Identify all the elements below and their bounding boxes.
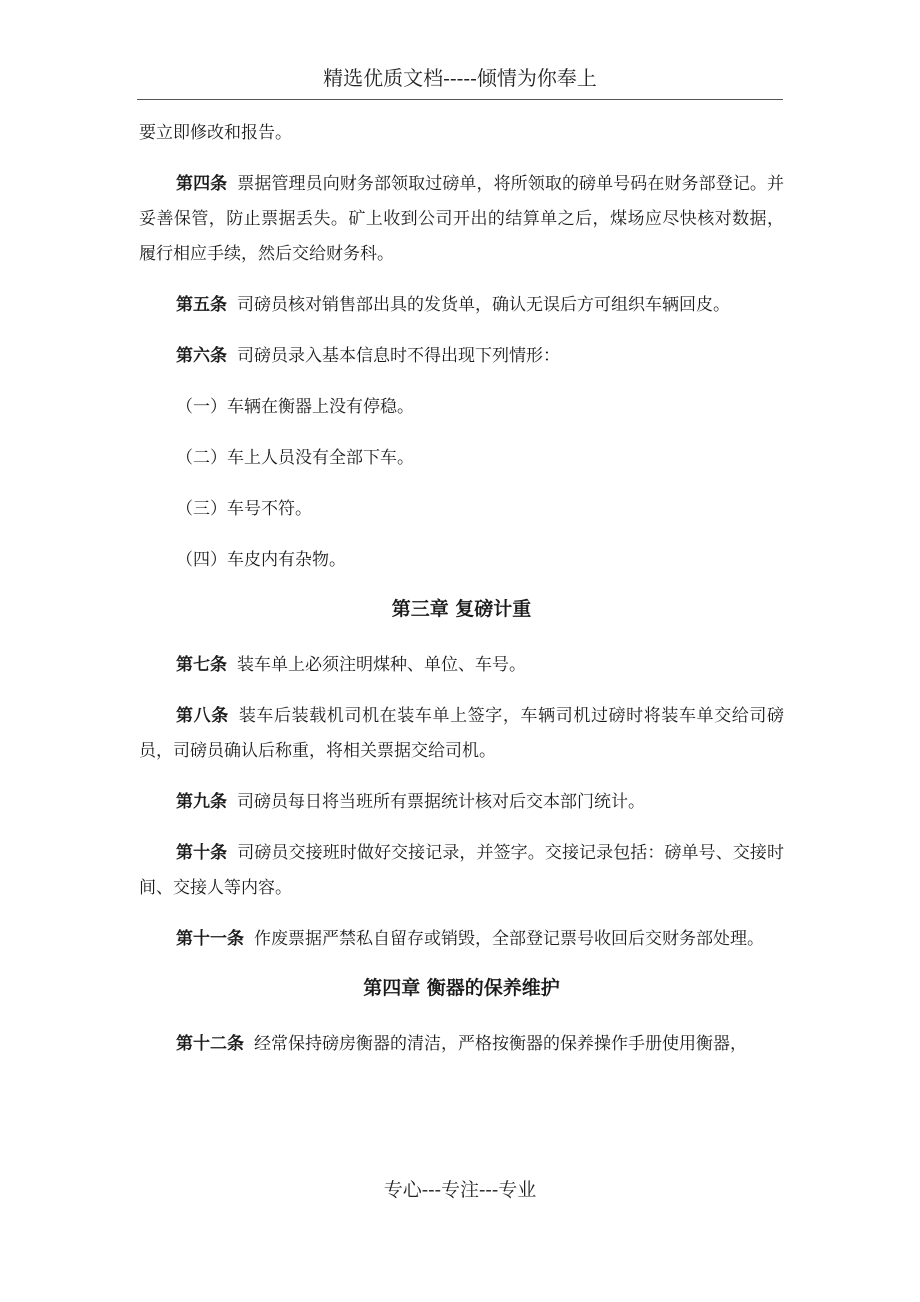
article-9-label: 第九条 [176,792,227,812]
article-8-label: 第八条 [176,706,229,726]
article-6 [139,339,784,374]
article-4 [139,167,784,272]
chapter-3-heading: 第三章 复磅计重 [391,598,532,620]
list-item: （二）车上人员没有全部下车。 [176,448,414,468]
article-6-text: 司磅员录入基本信息时不得出现下列情形： [237,346,560,366]
article-7-label: 第七条 [176,655,227,675]
article-11 [139,922,784,957]
article-10-text: 司磅员交接班时做好交接记录，并签字。交接记录包括：磅单号、交接时间、交接人等内容。 [139,843,784,898]
list-item: （四）车皮内有杂物。 [176,550,346,570]
article-11-label: 第十一条 [176,929,244,949]
article-10 [139,836,784,906]
list-item: （三）车号不符。 [176,499,312,519]
article-4-text: 票据管理员向财务部领取过磅单，将所领取的磅单号码在财务部登记。并妥善保管，防止票据丢失。矿上收到公司开出的结算单之后，煤场应尽快核对数据，履行相应手续，然后交给财务科。 [139,174,784,264]
intro-paragraph: 要立即修改和报告。 [139,123,292,143]
article-8 [139,699,784,769]
article-7-text: 装车单上必须注明煤种、单位、车号。 [237,655,526,675]
article-9 [139,785,784,820]
list-item: （一）车辆在衡器上没有停稳。 [176,397,414,417]
article-12-label: 第十二条 [176,1034,244,1054]
article-4-label: 第四条 [176,174,228,194]
article-5 [139,288,784,323]
page-header: 精选优质文档-----倾情为你奉上 [323,66,597,90]
article-11-text: 作废票据严禁私自留存或销毁，全部登记票号收回后交财务部处理。 [254,929,764,949]
article-10-label: 第十条 [176,843,228,863]
article-12-text: 经常保持磅房衡器的清洁，严格按衡器的保养操作手册使用衡器， [254,1034,747,1054]
article-7 [139,648,784,683]
page-footer: 专心---专注---专业 [383,1179,537,1201]
article-5-label: 第五条 [176,295,227,315]
chapter-4-heading: 第四章 衡器的保养维护 [363,977,560,999]
document-body [139,116,784,1078]
article-9-text: 司磅员每日将当班所有票据统计核对后交本部门统计。 [237,792,645,812]
header-divider [137,99,783,100]
article-6-label: 第六条 [176,346,227,366]
article-8-text: 装车后装载机司机在装车单上签字，车辆司机过磅时将装车单交给司磅员，司磅员确认后称重，将相关票据交给司机。 [139,706,785,761]
article-12 [139,1027,784,1062]
article-5-text: 司磅员核对销售部出具的发货单，确认无误后方可组织车辆回皮。 [237,295,730,315]
